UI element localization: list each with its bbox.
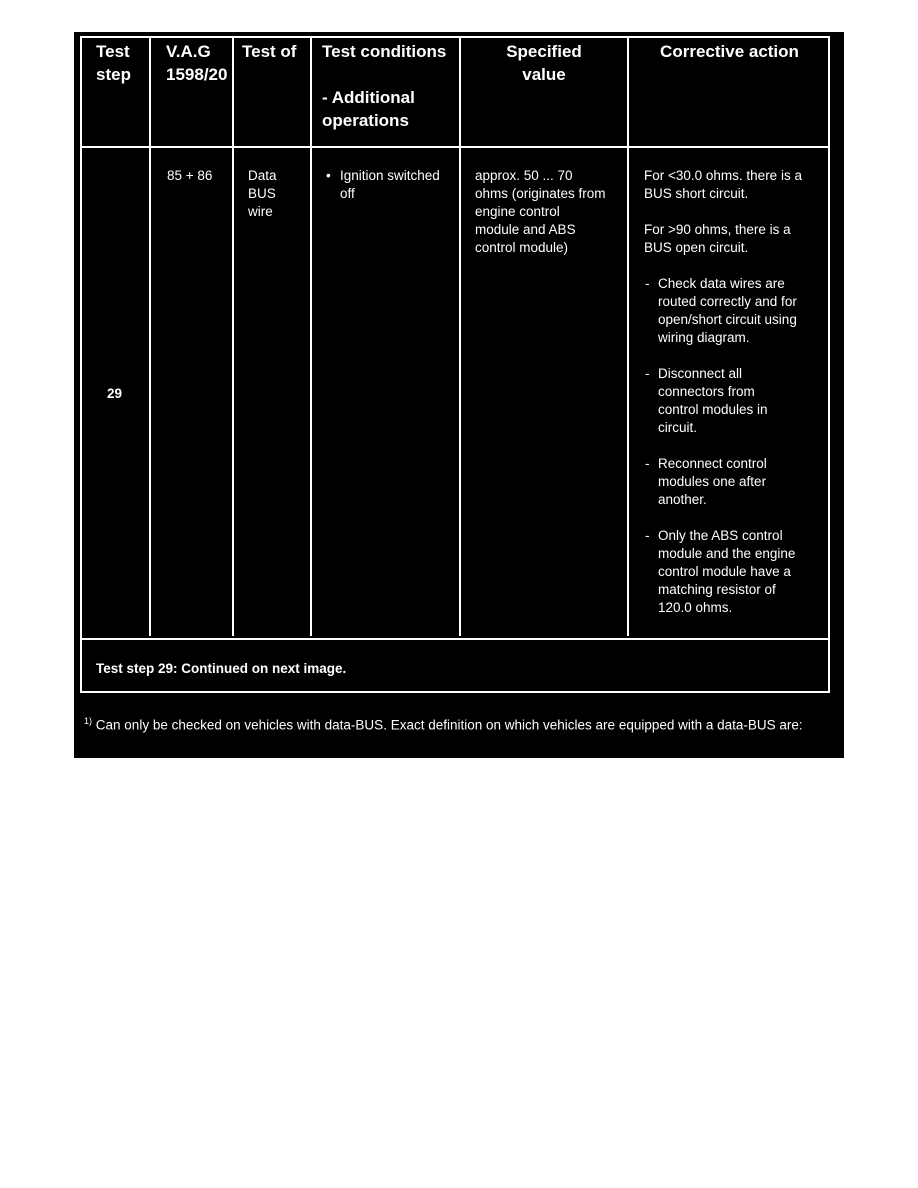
footnote-marker: 1) bbox=[84, 716, 93, 726]
col-divider bbox=[459, 38, 461, 636]
header-specified-value: Specified value bbox=[506, 42, 582, 84]
cell-vag: 85 + 86 bbox=[167, 168, 213, 183]
footnote-text: Can only be checked on vehicles with data-BUS. Exact definition on which vehicles are equipped with a data-BUS are: bbox=[95, 717, 803, 733]
corrective-paragraph: For >90 ohms, there is a BUS open circuit. bbox=[644, 222, 791, 255]
continued-note: Test step 29: Continued on next image. bbox=[96, 661, 347, 676]
cell-test-step: 29 bbox=[107, 386, 123, 401]
row-divider bbox=[82, 146, 828, 148]
document-panel bbox=[74, 32, 844, 758]
col-divider bbox=[232, 38, 234, 636]
corrective-item: - Disconnect all connectors from control modules in circuit. bbox=[644, 365, 828, 437]
header-test-of: Test of bbox=[242, 42, 297, 61]
col-divider bbox=[149, 38, 151, 636]
condition-item: • Ignition switched off bbox=[326, 167, 450, 203]
corrective-paragraph: For <30.0 ohms. there is a BUS short circuit. bbox=[644, 168, 802, 201]
test-table bbox=[80, 36, 830, 693]
corrective-item: - Reconnect control modules one after another. bbox=[644, 455, 828, 509]
cell-corrective-action bbox=[644, 167, 828, 617]
cell-test-of: Data BUS wire bbox=[248, 168, 277, 219]
cell-test-conditions bbox=[326, 167, 450, 203]
header-vag: V.A.G 1598/20 bbox=[166, 42, 228, 84]
corrective-item: - Only the ABS control module and the engine control module have a matching resistor of 120.0 ohms. bbox=[644, 527, 828, 617]
footnote bbox=[84, 712, 824, 735]
header-corrective-action: Corrective action bbox=[660, 42, 799, 61]
header-test-conditions: Test conditions - Additional operations bbox=[322, 42, 447, 130]
col-divider bbox=[627, 38, 629, 636]
header-test-step: Test step bbox=[96, 42, 131, 84]
row-divider bbox=[82, 638, 828, 640]
cell-specified-value: approx. 50 ... 70 ohms (originates from engine control module and ABS control module) bbox=[475, 168, 606, 255]
corrective-item: - Check data wires are routed correctly and for open/short circuit using wiring diagram. bbox=[644, 275, 828, 347]
col-divider bbox=[310, 38, 312, 636]
